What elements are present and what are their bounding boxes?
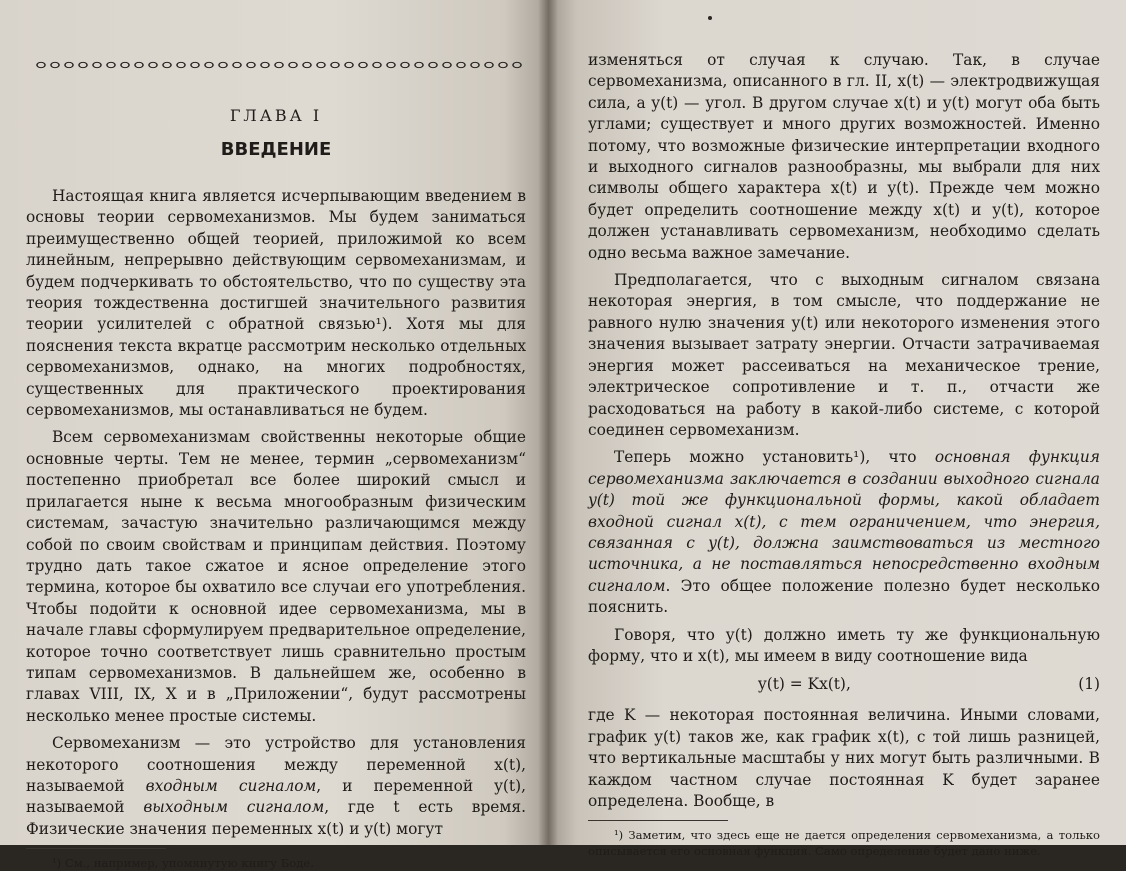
left-page (0, 0, 548, 871)
right-paragraph-5: где K — некоторая постоянная величина. Иными словами, график y(t) таков же, как график x(t), с той лишь разницей, что вертикальные масштабы у них могут быть различными. В каждом частном случае постоянная K будет заранее определена. Вообще, в (588, 706, 1100, 810)
italic-definition: основная функция сервомеханизма заключается в создании выходного сигнала y(t) той же функциональной формы, какой обладает входной сигнал x(t), с тем ограничением, что энергия, связанная с y(t), должна заимствоваться из местного источника, а не поставляться непосредственно входным сигналом (588, 448, 1101, 595)
text-run: , где t есть время. Физические значения переменных x(t) и y(t) могут (26, 798, 526, 838)
text-run: . Это общее положение полезно будет несколько пояснить. (588, 576, 1100, 617)
footnote-rule (26, 848, 166, 849)
left-paragraph-2: Всем сервомеханизмам свойственны некоторые общие основные черты. Тем не менее, термин „сервомеханизм“ постепенно приобретал все более широкий смысл и прилагается ныне к весьма многообразным физическим системам, зачастую значительно различающимся между собой по своим свойствам и принципам действия. Поэтому трудно дать такое сжатое и ясное определение этого термина, которое бы охватило все случаи его употребления. Чтобы подойти к основной идее сервомеханизма, мы в начале главы сформулируем предварительное определение, которое точно соответствует лишь сравнительно простым типам сервомеханизмов. В дальнейшем же, особенно в главах VIII, IX, X и в „Приложении“, будут рассмотрены несколько менее простые системы. (26, 428, 526, 725)
left-paragraph-3 (26, 733, 526, 840)
chain-ornament (34, 58, 524, 72)
italic-term: выходным сигналом (143, 798, 325, 817)
formula-number: (1) (1078, 675, 1100, 694)
left-paragraph-1: Настоящая книга является исчерпывающим введением в основы теории сервомеханизмов. Мы будем заниматься преимущественно общей теорией, приложимой ко всем линейным, непрерывно действующим сервомеханизмам, и будем подчеркивать то обстоятельство, что по существу эта теория тождественна достигшей значительного развития теории усилителей с обратной связью¹). Хотя мы для пояснения текста вкратце рассмотрим несколько отдельных сервомеханизмов, однако, на многих подробностях, существенных для практического проектирования сервомеханизмов, мы останавливаться не будем. (26, 187, 526, 420)
right-paragraph-4: Говоря, что y(t) должно иметь ту же функциональную форму, что и x(t), мы имеем в виду соотношение вида (588, 625, 1100, 665)
right-page (548, 0, 1126, 859)
text-run: Теперь можно установить¹), что (614, 448, 935, 467)
footnote-rule (588, 820, 728, 821)
formula: y(t) = Kx(t), (758, 675, 851, 694)
left-footnote: ¹) См., например, упомянутую книгу Боде. (52, 856, 314, 871)
equation-1 (588, 675, 1100, 693)
chapter-number: ГЛАВА I (229, 106, 323, 125)
right-paragraph-3 (588, 447, 1100, 618)
text-run: , и переменной y(t), называемой (26, 776, 526, 817)
right-paragraph-2: Предполагается, что с выходным сигналом связана некоторая энергия, в том смысле, что поддержание не равного нулю значения y(t) или некоторого изменения этого значения вызывает затрату энергии. Отчасти затрачиваемая энергия может рассеиваться на механическое трение, электрическое сопротивление и т. п., отчасти же расходоваться на работу в какой-либо системе, с которой соединен сервомеханизм. (588, 271, 1100, 439)
book-gutter (538, 0, 558, 845)
right-paragraph-1: изменяться от случая к случаю. Так, в случае сервомеханизма, описанного в гл. II, x(t) — электродвижущая сила, а y(t) — угол. В другом случае x(t) и y(t) могут оба быть углами; существует и много других возможностей. Именно потому, что возможные физические интерпретации входного и выходного сигналов разнообразны, мы выбрали для них символы общего характера x(t) и y(t). Прежде чем можно будет определить соотношение между x(t) и y(t), которое должен устанавливать сервомеханизм, необходимо сделать одно весьма важное замечание. (588, 51, 1100, 262)
speck (708, 16, 712, 20)
right-footnote: ¹) Заметим, что здесь еще не дается определения сервомеханизма, а только описывается его основная функция. Само определение будет дано ниже. (588, 828, 1100, 859)
italic-term: входным сигналом (145, 776, 317, 795)
text-run: Сервомеханизм — это устройство для установления некоторого соотношения между переменной x(t), называемой (26, 734, 526, 795)
chapter-heading: ВВЕДЕНИЕ (220, 139, 332, 160)
